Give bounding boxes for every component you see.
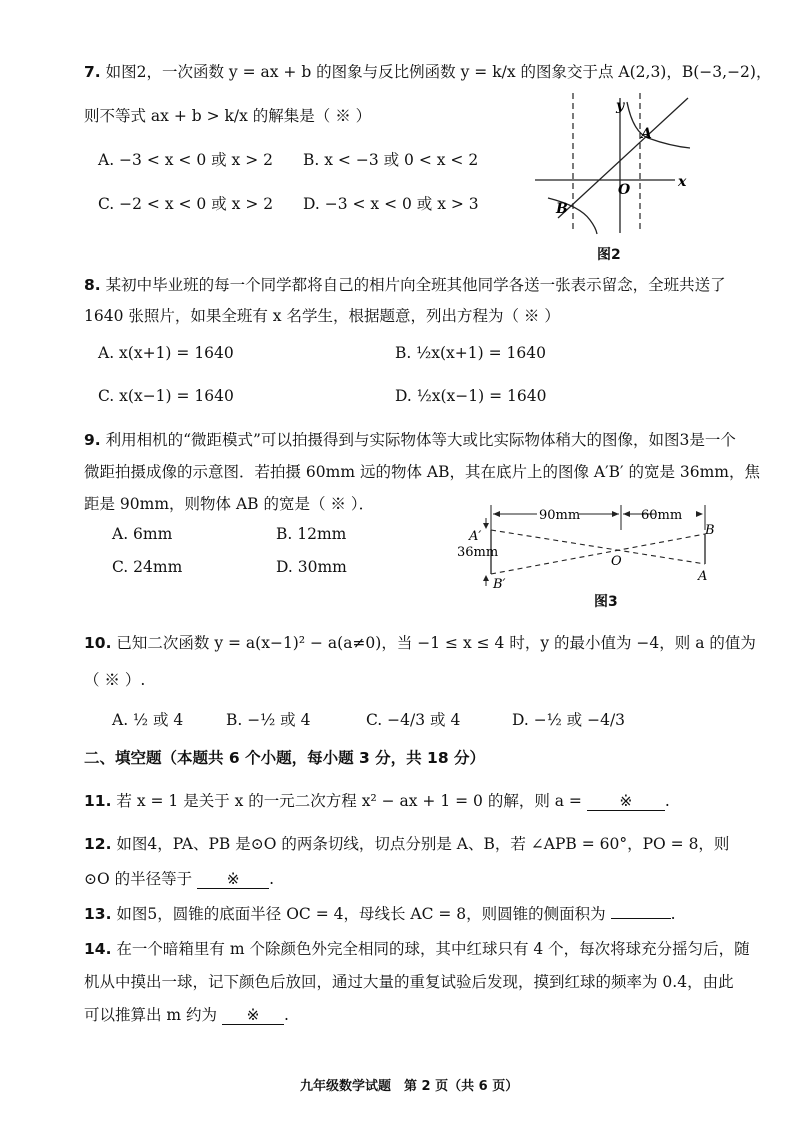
q8-number: 8. [84, 276, 101, 294]
q11 [84, 789, 670, 811]
q11-end: . [664, 792, 670, 810]
q7-stem-line2: 则不等式 ax + b > k/x 的解集是（ ※ ） [84, 107, 372, 125]
q9-stem-line3: 距是 90mm，则物体 AB 的宽是（ ※ ）． [84, 495, 375, 513]
q9-number: 9. [84, 431, 101, 449]
q12-answer-blank[interactable]: ※ [197, 870, 269, 889]
q9-line1 [84, 428, 736, 450]
fig3-label-90: 90mm [539, 508, 581, 523]
fig3-arrow-90-right [612, 511, 619, 517]
q10-line1 [84, 631, 756, 653]
fig2-label-b: B [556, 201, 568, 217]
fig2-label-a: A [641, 126, 652, 142]
q7-option-d: D. −3 < x < 0 或 x > 3 [303, 195, 479, 213]
q12-end: . [269, 870, 274, 888]
q10-number: 10. [84, 634, 112, 652]
q14-answer-blank[interactable]: ※ [222, 1006, 284, 1025]
q12-line1 [84, 832, 729, 854]
q9-option-d: D. 30mm [276, 558, 347, 576]
q14-stem-line2: 机从中摸出一球，记下颜色后放回，通过大量的重复试验后发现，摸到红球的频率为 0.4，由此 [84, 973, 734, 991]
q12-line2 [84, 867, 274, 889]
q10-option-d: D. −½ 或 −4/3 [512, 711, 626, 729]
q10-option-b: B. −½ 或 4 [226, 711, 311, 729]
q13-number: 13. [84, 905, 112, 923]
q7-option-c: C. −2 < x < 0 或 x > 2 [98, 195, 274, 213]
q9-option-b: B. 12mm [276, 525, 347, 543]
fig3-label-b1: B′ [493, 577, 506, 592]
page-footer: 九年级数学试题 第 2 页（共 6 页） [300, 1079, 519, 1094]
q10-option-c: C. −4/3 或 4 [366, 711, 461, 729]
q13-end: . [670, 905, 676, 923]
fig2-linear-line [558, 98, 688, 218]
q11-stem: 若 x = 1 是关于 x 的一元二次方程 x² − ax + 1 = 0 的解，则 a = [116, 792, 582, 810]
fig3-ray-a1-to-a [491, 530, 705, 564]
q7-number: 7. [84, 63, 101, 81]
q8-stem-line2: 1640 张照片，如果全班有 x 名学生，根据题意，列出方程为（ ※ ） [84, 307, 560, 325]
fig3-ray-b1-to-b [491, 534, 705, 574]
q7-option-b: B. x < −3 或 0 < x < 2 [303, 151, 479, 169]
q13-stem: 如图5，圆锥的底面半径 OC = 4，母线长 AC = 8，则圆锥的侧面积为 [116, 905, 606, 923]
q9-option-a: A. 6mm [112, 525, 173, 543]
q8-stem-line1: 某初中毕业班的每一个同学都将自己的相片向全班其他同学各送一张表示留念，全班共送了 [105, 276, 726, 294]
q14-number: 14. [84, 940, 112, 958]
q10-stem-line2: （ ※ ）. [84, 671, 146, 689]
fig3-label-a1: A′ [469, 529, 482, 544]
q11-answer-blank[interactable]: ※ [587, 792, 665, 811]
figure-2-caption: 图2 [597, 247, 621, 263]
q13-answer-blank[interactable] [611, 918, 671, 919]
q14-stem-line3: 可以推算出 m 约为 [84, 1006, 218, 1024]
fig2-label-y: y [616, 98, 625, 114]
q8-option-b: B. ½x(x+1) = 1640 [395, 344, 546, 362]
q12-stem-line2: ⊙O 的半径等于 [84, 870, 193, 888]
q8-option-a: A. x(x+1) = 1640 [98, 344, 234, 362]
q7-stem-line1: 如图2，一次函数 y = ax + b 的图象与反比例函数 y = k/x 的图象交于点 A(2,3)，B(−3,−2)， [105, 63, 772, 81]
section-2-title: 二、填空题（本题共 6 个小题，每小题 3 分，共 18 分） [84, 749, 486, 767]
q12-number: 12. [84, 835, 112, 853]
fig3-arrow-60-left [623, 511, 630, 517]
figure-3-caption: 图3 [594, 594, 618, 610]
q7-option-a: A. −3 < x < 0 或 x > 2 [98, 151, 273, 169]
fig2-label-x: x [678, 174, 687, 190]
q14-line1 [84, 937, 750, 959]
figure-2-graph [530, 88, 700, 238]
q9-option-c: C. 24mm [112, 558, 183, 576]
q8-line1 [84, 273, 726, 295]
fig3-label-o: O [611, 554, 622, 569]
fig2-label-o: O [618, 182, 631, 198]
q7-line1 [84, 60, 771, 82]
q13 [84, 902, 676, 924]
q14-line3 [84, 1003, 289, 1025]
q8-option-d: D. ½x(x−1) = 1640 [395, 387, 547, 405]
q10-option-a: A. ½ 或 4 [112, 711, 184, 729]
fig3-label-b: B [705, 523, 715, 538]
q11-number: 11. [84, 792, 112, 810]
q9-stem-line1: 利用相机的“微距模式”可以拍摄得到与实际物体等大或比实际物体稍大的图像，如图3是一个 [105, 431, 736, 449]
fig3-label-a: A [698, 569, 708, 584]
q10-stem-line1: 已知二次函数 y = a(x−1)² − a(a≠0)，当 −1 ≤ x ≤ 4 时，y 的最小值为 −4，则 a 的值为 [116, 634, 756, 652]
fig3-label-60: 60mm [641, 508, 683, 523]
fig3-label-36: 36mm [457, 545, 499, 560]
q14-stem-line1: 在一个暗箱里有 m 个除颜色外完全相同的球，其中红球只有 4 个，每次将球充分摇匀后，随 [116, 940, 750, 958]
q9-stem-line2: 微距拍摄成像的示意图．若拍摄 60mm 远的物体 AB，其在底片上的图像 A′B′ 的宽是 36mm，焦 [84, 463, 761, 481]
q12-stem-line1: 如图4，PA、PB 是⊙O 的两条切线，切点分别是 A、B，若 ∠APB = 60°，PO = 8，则 [116, 835, 730, 853]
q14-end: . [284, 1006, 289, 1024]
fig3-arrow-90-left [493, 511, 500, 517]
fig3-arrow-60-right [696, 511, 703, 517]
fig3-height-arrowhead-bottom [483, 575, 489, 581]
fig3-height-arrowhead-top [483, 523, 489, 529]
figure-3-diagram [455, 500, 725, 595]
q8-option-c: C. x(x−1) = 1640 [98, 387, 234, 405]
